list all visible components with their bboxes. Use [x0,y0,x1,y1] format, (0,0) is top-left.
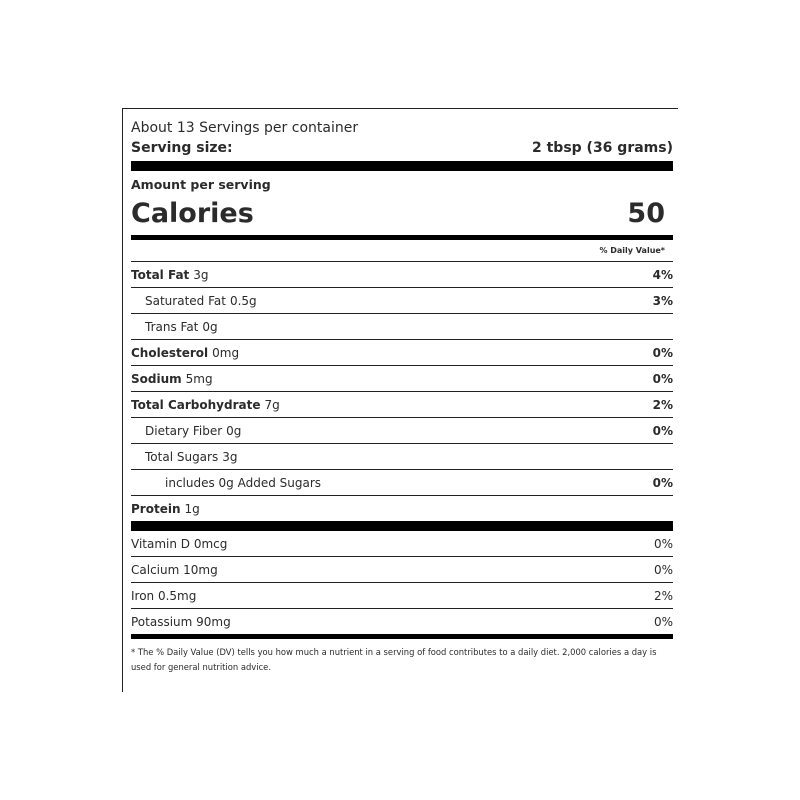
vitamin-row-potassium [131,609,673,634]
nutrient-row-saturated-fat [131,288,673,314]
nutrient-dv: 3% [652,293,673,308]
nutrient-name: includes 0g Added Sugars [165,475,322,490]
nutrient-dv: 0% [652,423,673,438]
nutrient-row-total-carbohydrate [131,392,673,418]
nutrient-row-cholesterol [131,340,673,366]
nutrient-amount: 3g [222,449,238,464]
nutrient-amount: 0mg [212,345,240,360]
nutrient-row-protein [131,496,673,521]
nutrient-row-total-fat [131,262,673,288]
nutrient-name: Saturated Fat [145,293,226,308]
nutrient-name: Total Carbohydrate [131,397,261,412]
nutrient-name-group [131,320,218,334]
nutrient-name-group [131,294,257,308]
vitamin-dv: 0% [653,562,673,577]
nutrient-amount: 1g [184,501,200,516]
nutrition-facts-content [131,119,673,675]
serving-size-value: 2 tbsp (36 grams) [531,140,673,156]
nutrient-name-group [131,346,239,360]
nutrient-name-group [131,268,209,282]
nutrient-amount: 0.5g [229,293,257,308]
nutrient-dv: 2% [652,397,673,412]
nutrient-name-group [131,502,200,516]
calories-label: Calories [131,198,254,229]
calories-row [131,193,673,235]
nutrient-row-total-sugars [131,444,673,470]
nutrient-name: Trans Fat [145,319,199,334]
nutrient-amount: 3g [193,267,209,282]
calories-value: 50 [627,198,665,229]
nutrient-name-group [131,450,237,464]
daily-value-header: % Daily Value* [131,240,673,262]
thick-divider [131,161,673,171]
nutrient-dv: 4% [652,267,673,282]
nutrient-name: Total Sugars [145,449,219,464]
nutrient-name-group [131,398,280,412]
vitamin-label: Iron 0.5mg [131,588,197,603]
nutrient-row-added-sugars [131,470,673,496]
serving-size-label: Serving size: [131,140,233,156]
nutrient-dv: 0% [652,371,673,386]
vitamin-dv: 0% [653,614,673,629]
nutrient-name: Cholesterol [131,345,209,360]
vitamin-row-vitamin-d [131,531,673,557]
nutrient-name: Dietary Fiber [145,423,223,438]
nutrient-row-sodium [131,366,673,392]
thick-divider [131,521,673,531]
nutrient-name-group [131,476,321,490]
nutrient-amount: 0g [226,423,242,438]
vitamin-dv: 0% [653,536,673,551]
nutrient-amount: 5mg [185,371,213,386]
serving-size-row [131,139,673,161]
daily-value-footnote: * The % Daily Value (DV) tells you how much a nutrient in a serving of food contributes to a daily diet. 2,000 calories a day is used for general nutrition advice. [131,647,657,672]
nutrient-amount: 7g [264,397,280,412]
nutrient-amount: 0g [202,319,218,334]
vitamin-label: Vitamin D 0mcg [131,536,228,551]
nutrient-name: Total Fat [131,267,190,282]
nutrient-name-group [131,372,213,386]
nutrient-name-group [131,424,241,438]
vitamin-label: Calcium 10mg [131,562,218,577]
nutrient-dv: 0% [652,475,673,490]
vitamin-row-calcium [131,557,673,583]
nutrient-name: Protein [131,501,181,516]
nutrient-name: Sodium [131,371,182,386]
vitamin-label: Potassium 90mg [131,614,231,629]
servings-per-container: About 13 Servings per container [131,120,359,136]
vitamin-row-iron [131,583,673,609]
nutrient-row-trans-fat [131,314,673,340]
vitamin-dv: 2% [653,588,673,603]
amount-per-serving: Amount per serving [131,177,271,192]
nutrient-row-dietary-fiber [131,418,673,444]
nutrient-dv: 0% [652,345,673,360]
nutrition-facts-label [122,108,678,692]
